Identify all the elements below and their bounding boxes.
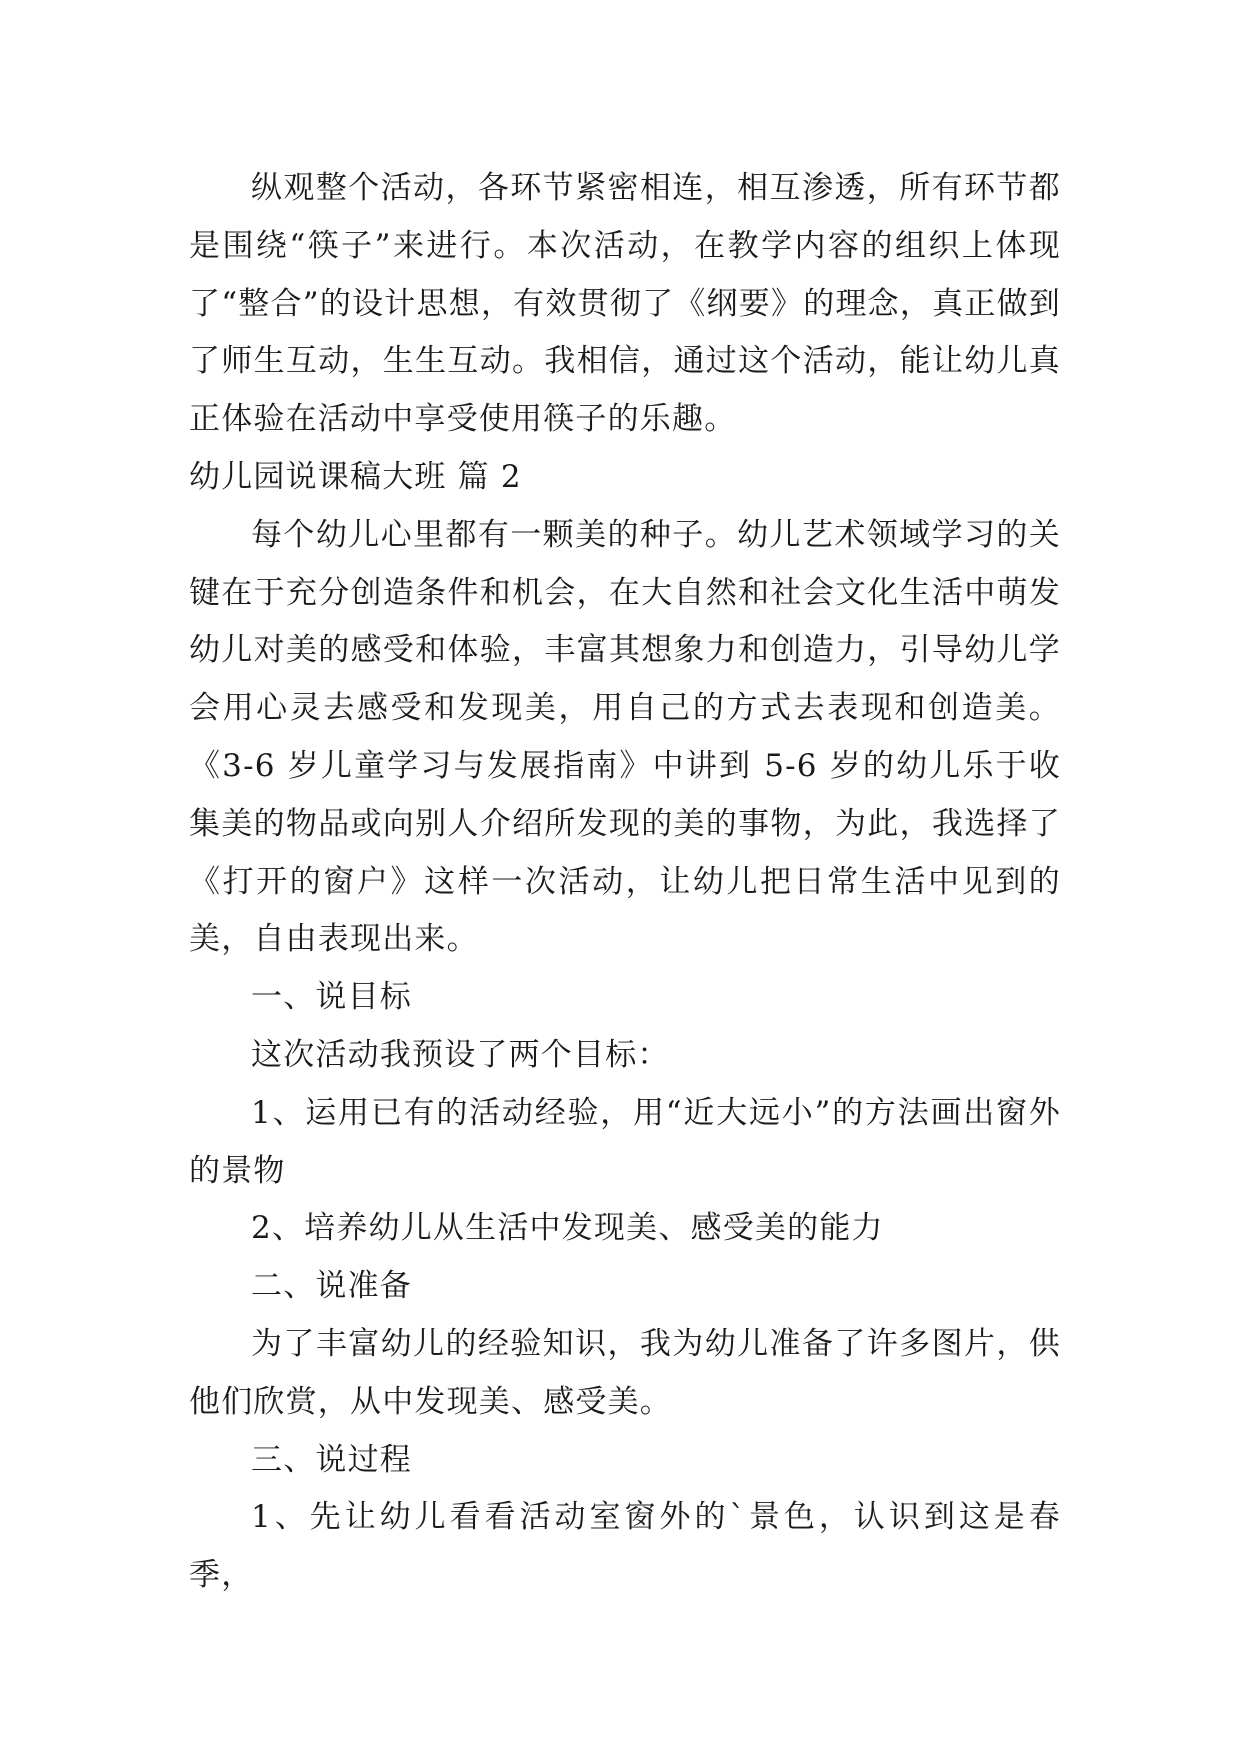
subheading-preparation: 二、说准备 (251, 1268, 412, 1305)
list-item-goal-2: 2、培养幼儿从生活中发现美、感受美的能力 (251, 1210, 884, 1247)
paragraph-preparation: 为了丰富幼儿的经验知识，我为幼儿准备了许多图片，供他们欣赏，从中发现美、感受美。 (189, 1325, 1061, 1420)
list-item-goal-1: 1、运用已有的活动经验，用“近大远小”的方法画出窗外的景物 (189, 1094, 1061, 1189)
subheading-process: 三、说过程 (251, 1441, 412, 1478)
section-heading: 幼儿园说课稿大班 篇 2 (189, 458, 522, 495)
subheading-goals: 一、说目标 (251, 979, 412, 1016)
list-item-process-1: 1、先让幼儿看看活动室窗外的`景色，认识到这是春季， (189, 1499, 1061, 1594)
paragraph-summary: 纵观整个活动，各环节紧密相连，相互渗透，所有环节都是围绕“筷子”来进行。本次活动，在教学内容的组织上体现了“整合”的设计思想，有效贯彻了《纲要》的理念，真正做到了师生互动，生生互动。我相信，通过这个活动，能让幼儿真正体验在活动中享受使用筷子的乐趣。 (189, 170, 1061, 438)
document-body (189, 160, 1061, 1605)
paragraph-goals-intro: 这次活动我预设了两个目标： (251, 1036, 670, 1073)
paragraph-intro: 每个幼儿心里都有一颗美的种子。幼儿艺术领域学习的关键在于充分创造条件和机会，在大自然和社会文化生活中萌发幼儿对美的感受和体验，丰富其想象力和创造力，引导幼儿学会用心灵去感受和发现美，用自己的方式去表现和创造美。《3-6 岁儿童学习与发展指南》中讲到 5-6 岁的幼儿乐于收集美的物品或向别人介绍所发现的美的事物，为此，我选择了《打开的窗户》这样一次活动，让幼儿把日常生活中见到的美，自由表现出来。 (189, 516, 1061, 958)
